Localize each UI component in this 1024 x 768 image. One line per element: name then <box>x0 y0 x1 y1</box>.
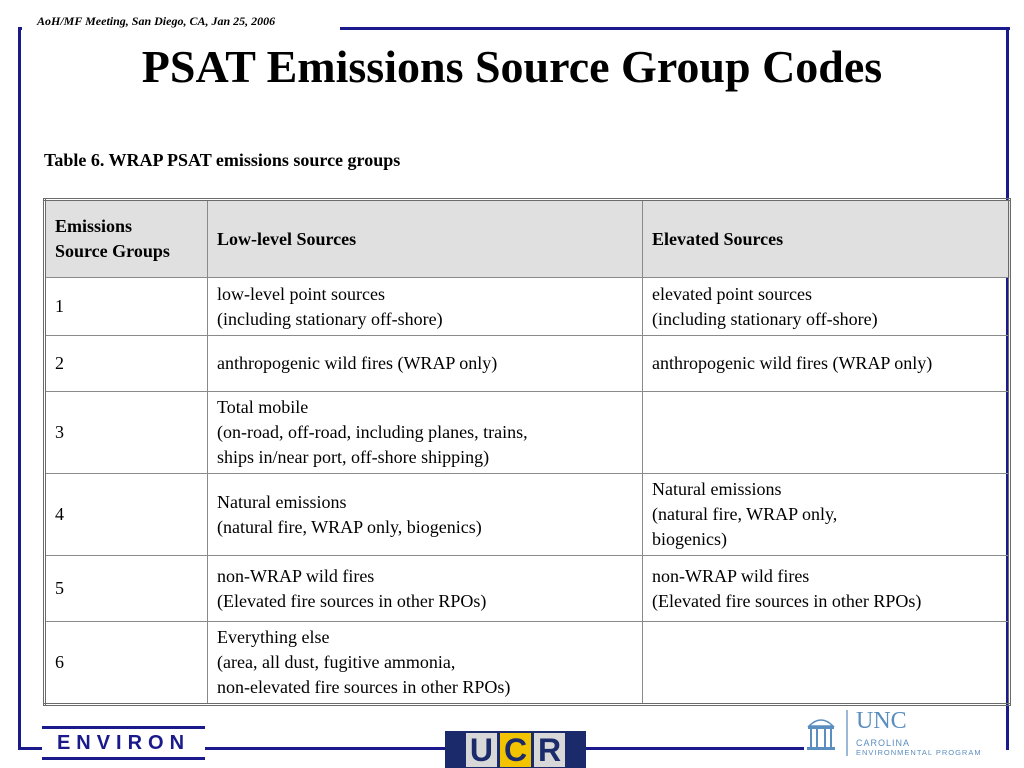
group-number: 2 <box>45 336 208 392</box>
frame-bottom-border <box>205 747 445 750</box>
group-number: 1 <box>45 278 208 336</box>
source-group-table <box>43 198 1011 706</box>
frame-left-border <box>18 27 21 750</box>
ucr-letter-r: R <box>534 733 565 767</box>
cell-line: non-WRAP wild fires <box>652 565 810 586</box>
group-number: 3 <box>45 392 208 474</box>
cell-line: (natural fire, WRAP only, <box>652 504 838 524</box>
cell-line: (Elevated fire sources in other RPOs) <box>217 590 487 611</box>
elevated-cell <box>643 474 1010 556</box>
table-caption: Table 6. WRAP PSAT emissions source groups <box>44 150 401 170</box>
cell-line: biogenics) <box>652 529 727 549</box>
group-number: 4 <box>45 474 208 556</box>
environ-logo <box>42 726 205 760</box>
group-number: 5 <box>45 556 208 622</box>
cell-line: anthropogenic wild fires (WRAP only) <box>652 353 933 373</box>
column-header-line: Emissions <box>55 216 133 236</box>
ucr-logo <box>445 731 586 768</box>
low-level-cell <box>208 392 643 474</box>
meeting-info: AoH/MF Meeting, San Diego, CA, Jan 25, 2006 <box>37 14 276 28</box>
column-header-groups <box>45 200 208 278</box>
cell-line: elevated point sources <box>652 283 812 304</box>
unc-name: UNC <box>856 708 907 734</box>
cell-line: (including stationary off-shore) <box>217 308 443 329</box>
cell-line: Natural emissions <box>217 491 347 512</box>
frame-bottom-border <box>586 747 804 750</box>
cell-line: non-elevated fire sources in other RPOs) <box>217 677 511 697</box>
cell-line: (natural fire, WRAP only, biogenics) <box>217 516 482 537</box>
cell-line: (including stationary off-shore) <box>652 308 878 329</box>
environ-logo-text: ENVIRON <box>56 732 191 754</box>
column-header-elevated: Elevated Sources <box>643 200 1010 278</box>
elevated-cell <box>643 336 1010 392</box>
elevated-cell <box>643 556 1010 622</box>
unc-logo <box>806 708 1011 758</box>
cell-line: Everything else <box>217 627 330 647</box>
elevated-cell <box>643 622 1010 705</box>
old-well-icon <box>806 712 836 752</box>
low-level-cell <box>208 622 643 705</box>
unc-subtitle: ENVIRONMENTAL PROGRAM <box>856 748 982 757</box>
table-row <box>45 622 1010 705</box>
cell-line: Natural emissions <box>652 479 782 499</box>
cell-line: (on-road, off-road, including planes, trains, <box>217 422 528 442</box>
cell-line: ships in/near port, off-shore shipping) <box>217 447 490 467</box>
unc-subtitle: CAROLINA <box>856 738 911 748</box>
cell-line: Total mobile <box>217 397 309 417</box>
elevated-cell <box>643 392 1010 474</box>
group-number: 6 <box>45 622 208 705</box>
column-header-line: Source Groups <box>55 241 170 261</box>
low-level-cell <box>208 474 643 556</box>
table-header-row <box>45 200 1010 278</box>
table-row <box>45 336 1010 392</box>
frame-top-border <box>340 27 1010 30</box>
table-row <box>45 474 1010 556</box>
low-level-cell <box>208 556 643 622</box>
ucr-letter-u: U <box>466 733 497 767</box>
logo-divider <box>846 710 848 756</box>
low-level-cell <box>208 336 643 392</box>
table-row <box>45 556 1010 622</box>
column-header-low-level: Low-level Sources <box>208 200 643 278</box>
cell-line: non-WRAP wild fires <box>217 565 375 586</box>
table-row <box>45 392 1010 474</box>
table-row <box>45 278 1010 336</box>
cell-line: anthropogenic wild fires (WRAP only) <box>217 353 498 373</box>
cell-line: (area, all dust, fugitive ammonia, <box>217 652 456 672</box>
ucr-letter-c: C <box>500 733 531 767</box>
cell-line: (Elevated fire sources in other RPOs) <box>652 590 922 611</box>
slide-title: PSAT Emissions Source Group Codes <box>141 41 883 92</box>
frame-bottom-border <box>18 747 42 750</box>
low-level-cell <box>208 278 643 336</box>
cell-line: low-level point sources <box>217 283 385 304</box>
elevated-cell <box>643 278 1010 336</box>
